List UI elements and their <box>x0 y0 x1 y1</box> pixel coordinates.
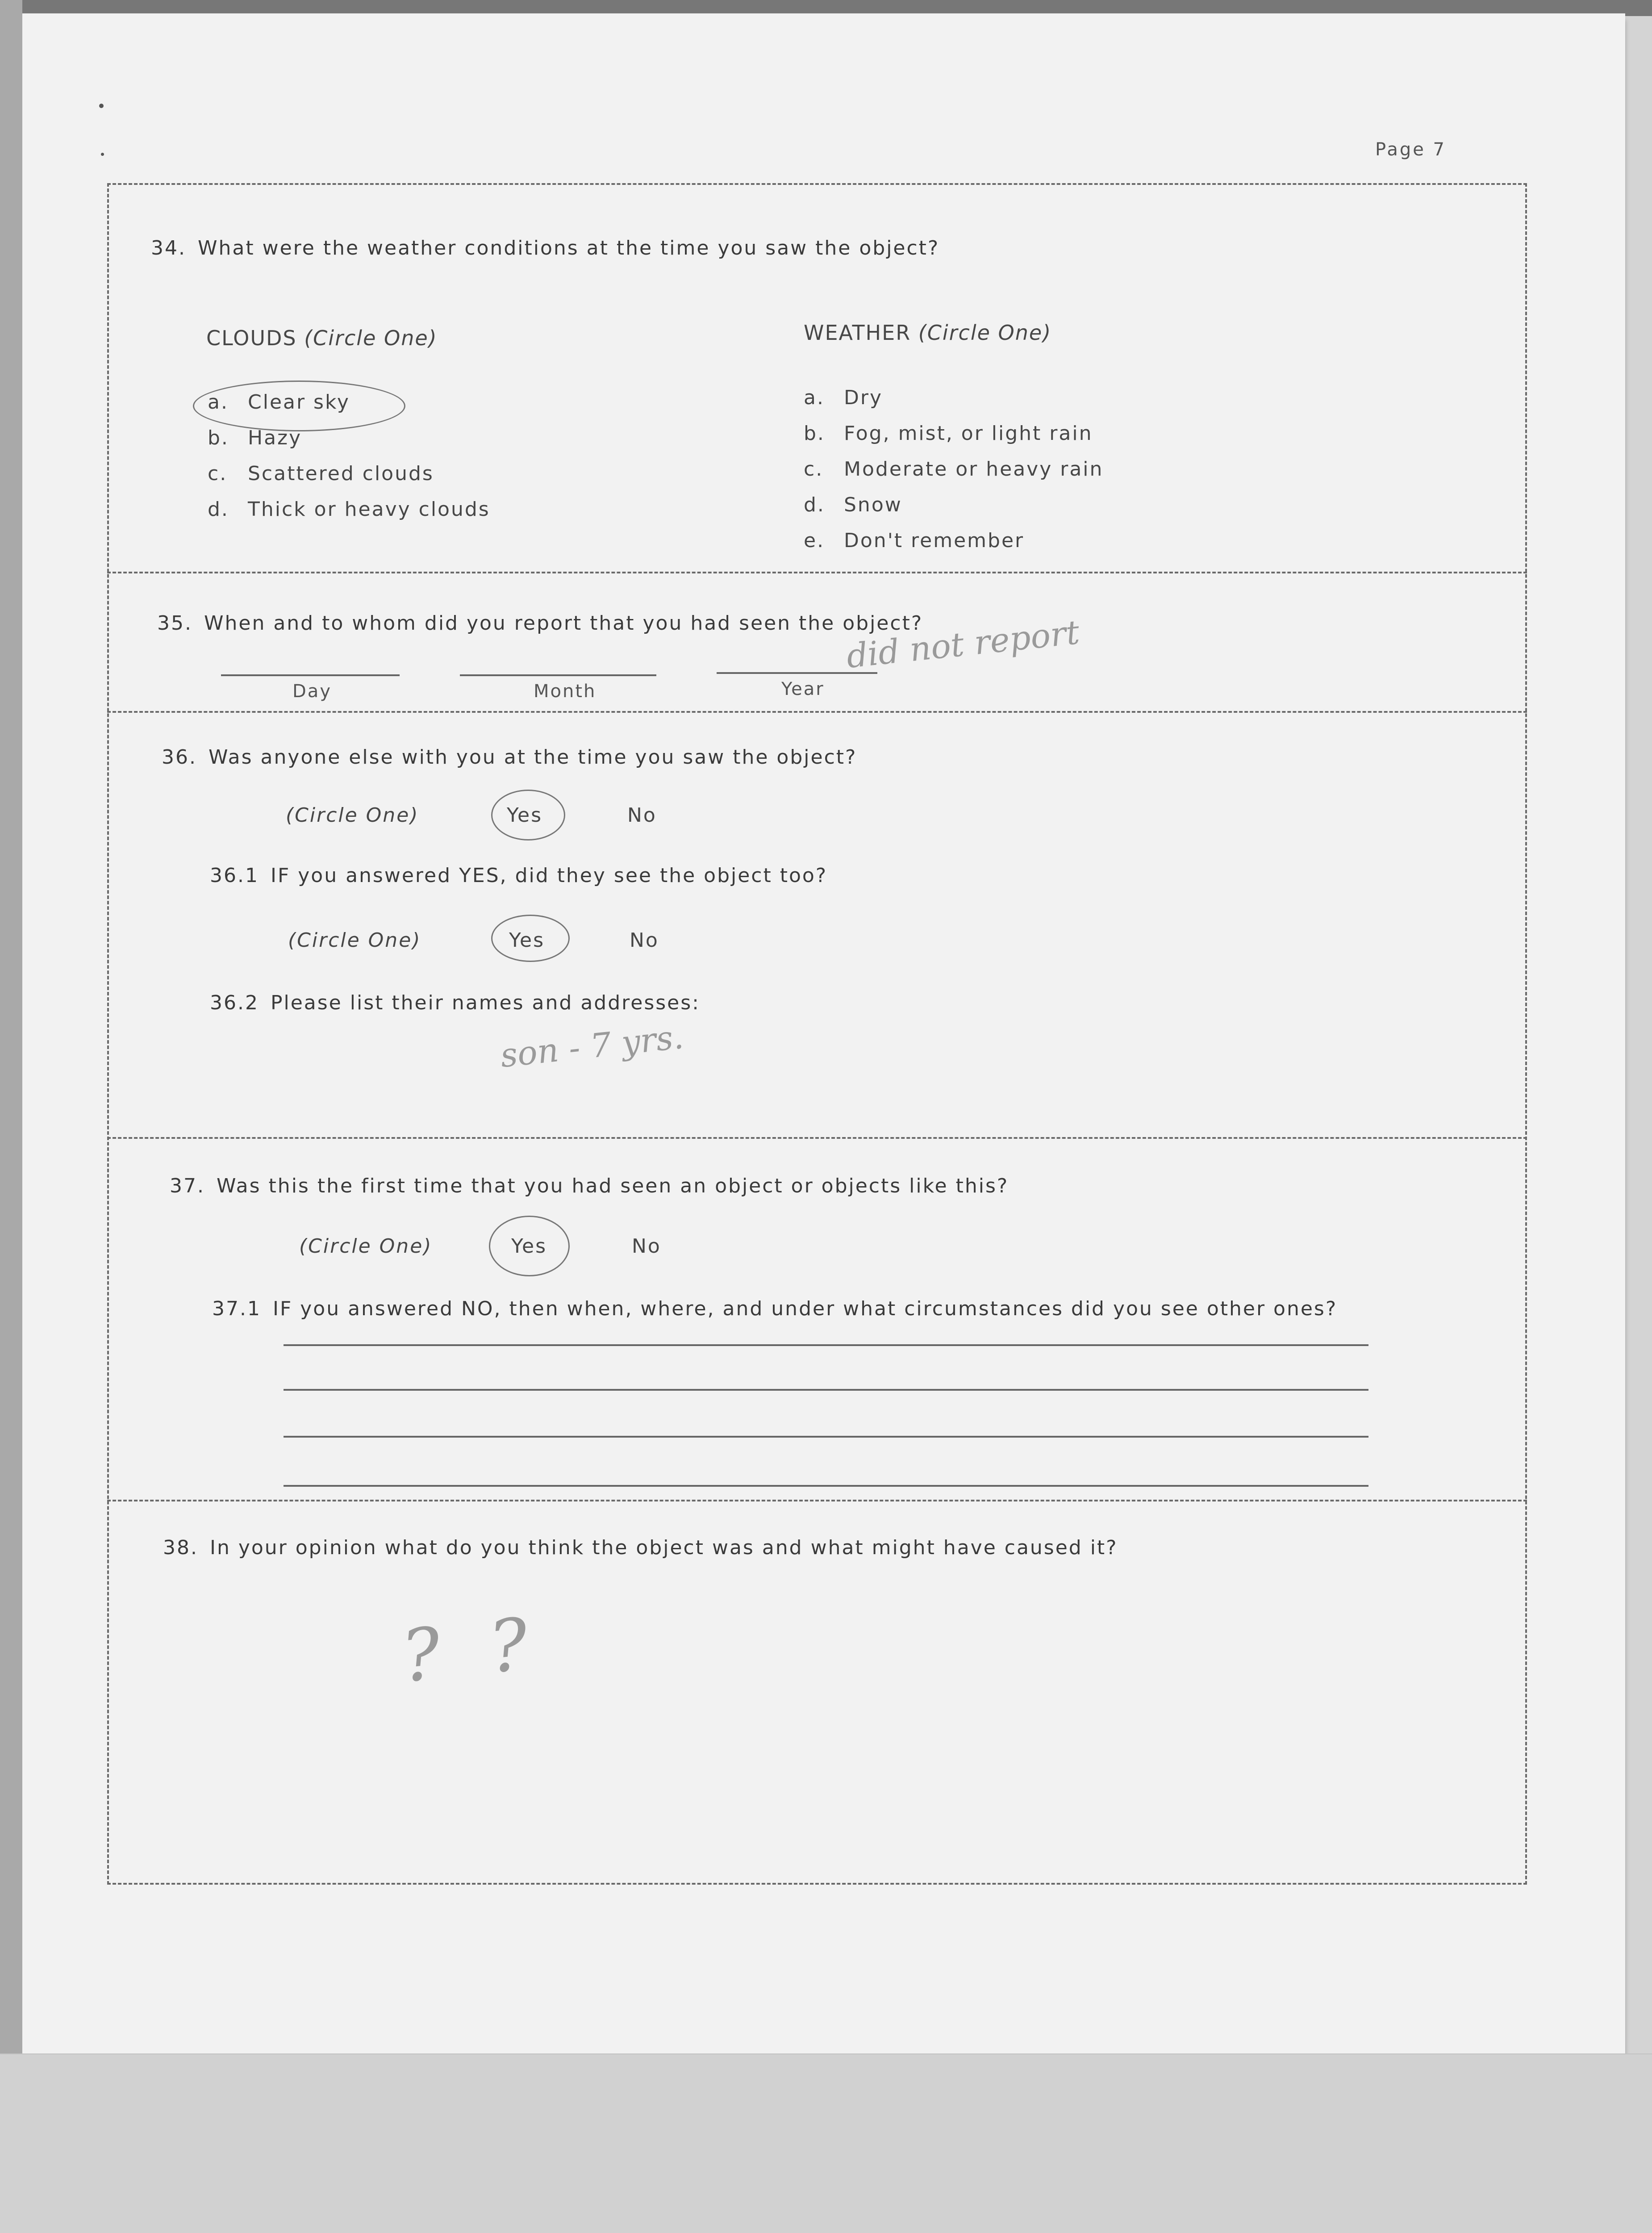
dust-speck <box>99 104 104 108</box>
year-label: Year <box>781 679 825 699</box>
q36-2-question <box>210 991 700 1014</box>
option-text: Thick or heavy clouds <box>248 498 490 521</box>
option-letter: d. <box>208 498 229 521</box>
q36-yes-option[interactable]: Yes <box>507 804 543 827</box>
weather-header-label: WEATHER <box>804 321 911 345</box>
q38-number: 38. <box>163 1536 198 1559</box>
option-text: Snow <box>844 493 902 516</box>
q36-1-no-option[interactable]: No <box>630 929 659 952</box>
q35-question <box>157 612 923 635</box>
q37-1-answer-line-2[interactable] <box>284 1389 1368 1391</box>
q36-no-option[interactable]: No <box>627 804 657 827</box>
option-text: Fog, mist, or light rain <box>844 422 1093 445</box>
q36-1-question <box>210 864 827 887</box>
q37-1-answer-line-4[interactable] <box>284 1485 1368 1487</box>
q36-circle-hint: (Circle One) <box>286 804 419 827</box>
q37-no-option[interactable]: No <box>632 1235 661 1258</box>
weather-circle-hint: (Circle One) <box>918 321 1052 345</box>
option-letter: d. <box>804 493 825 516</box>
cloud-option-c[interactable] <box>208 462 434 485</box>
option-letter: c. <box>804 458 824 481</box>
clouds-circle-hint: (Circle One) <box>304 326 438 350</box>
section-divider <box>107 572 1527 573</box>
weather-option-c[interactable] <box>804 458 1103 481</box>
q35-handwritten-answer: did not report <box>844 613 1081 676</box>
q34-text: What were the weather conditions at the time you saw the object? <box>197 237 940 259</box>
option-text: Scattered clouds <box>248 462 434 485</box>
q37-question <box>170 1175 1009 1197</box>
weather-option-a[interactable] <box>804 386 883 409</box>
q36-1-circle-hint: (Circle One) <box>288 929 421 952</box>
scan-left-edge <box>0 0 22 2054</box>
q38-question <box>163 1536 1118 1559</box>
q36-2-text: Please list their names and addresses: <box>270 991 700 1014</box>
q36-1-yes-option[interactable]: Yes <box>509 929 545 952</box>
q34-weather-header <box>804 321 1051 345</box>
option-letter: b. <box>208 427 229 449</box>
clouds-header-label: CLOUDS <box>206 326 297 350</box>
q35-number: 35. <box>157 612 192 635</box>
dust-speck <box>101 153 104 156</box>
scan-background <box>0 2054 1652 2233</box>
q37-circle-hint: (Circle One) <box>299 1235 433 1258</box>
cloud-option-a[interactable] <box>208 391 350 414</box>
q36-1-number: 36.1 <box>210 864 259 887</box>
option-text: Hazy <box>248 427 302 449</box>
q34-question <box>151 237 939 259</box>
weather-option-b[interactable] <box>804 422 1093 445</box>
section-divider <box>107 711 1527 713</box>
option-text: Moderate or heavy rain <box>844 458 1104 481</box>
q38-text: In your opinion what do you think the object was and what might have caused it? <box>209 1536 1118 1559</box>
q37-yes-option[interactable]: Yes <box>511 1235 547 1258</box>
q36-2-number: 36.2 <box>210 991 259 1014</box>
q37-1-text: IF you answered NO, then when, where, and under what circumstances did you see other ones? <box>272 1297 1338 1320</box>
option-text: Clear sky <box>248 391 350 414</box>
q37-1-question <box>212 1297 1337 1320</box>
q36-1-text: IF you answered YES, did they see the object too? <box>270 864 828 887</box>
q37-1-answer-line-1[interactable] <box>284 1344 1368 1346</box>
section-divider <box>107 1137 1527 1139</box>
q38-handwritten-answer: ? ? <box>398 1601 546 1698</box>
option-letter: c. <box>208 462 228 485</box>
cloud-option-d[interactable] <box>208 498 490 521</box>
month-field[interactable] <box>460 674 656 676</box>
q34-clouds-header <box>206 326 438 350</box>
option-letter: a. <box>208 391 229 414</box>
option-letter: a. <box>804 386 825 409</box>
q37-1-number: 37.1 <box>212 1297 261 1320</box>
option-letter: b. <box>804 422 825 445</box>
option-text: Don't remember <box>844 529 1025 552</box>
weather-option-e[interactable] <box>804 529 1024 552</box>
option-letter: e. <box>804 529 825 552</box>
option-text: Dry <box>844 386 883 409</box>
q36-question <box>162 746 857 769</box>
cloud-option-b[interactable] <box>208 427 302 449</box>
month-label: Month <box>534 681 597 702</box>
q36-number: 36. <box>162 746 197 769</box>
weather-option-d[interactable] <box>804 493 902 516</box>
q37-number: 37. <box>170 1175 205 1197</box>
q37-1-answer-line-3[interactable] <box>284 1436 1368 1438</box>
q34-number: 34. <box>151 237 186 259</box>
day-field[interactable] <box>221 674 400 676</box>
q35-text: When and to whom did you report that you had seen the object? <box>204 612 923 635</box>
q36-text: Was anyone else with you at the time you saw the object? <box>208 746 857 769</box>
q36-2-handwritten-answer: son - 7 yrs. <box>498 1017 685 1075</box>
q37-text: Was this the first time that you had seen an object or objects like this? <box>216 1175 1009 1197</box>
day-label: Day <box>292 681 332 702</box>
page-number: Page 7 <box>1375 139 1446 160</box>
section-divider <box>107 1500 1527 1501</box>
